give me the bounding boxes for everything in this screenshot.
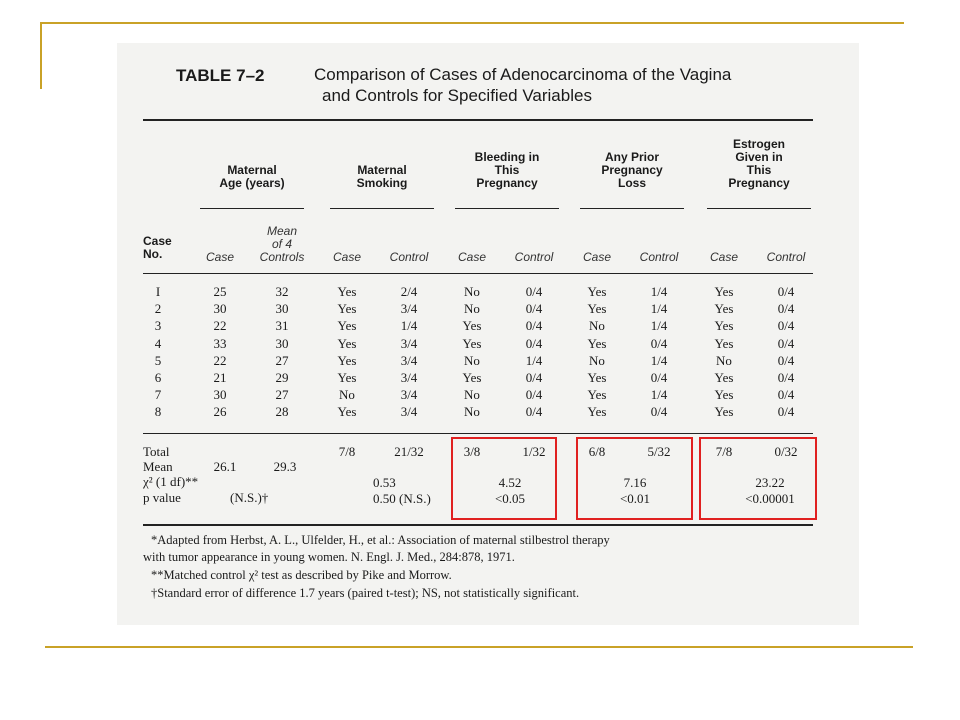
body-bottom-rule (143, 433, 813, 434)
slide-bottom-rule (45, 646, 913, 648)
cell-age-case: 33 (213, 335, 227, 351)
smoking-chi-value: 0.53 (373, 475, 396, 490)
cell-loss-control: 1/4 (650, 387, 668, 403)
cell-case-no: 2 (154, 301, 162, 317)
cell-bleeding-control: 0/4 (525, 370, 543, 385)
cell-age-mean-controls: 31 (275, 318, 289, 334)
cell-smoking-control: 2/4 (400, 284, 418, 299)
smoking-total-case: 7/8 (338, 444, 356, 459)
subheader-mean-controls: Mean of 4 Controls (259, 224, 305, 264)
header-maternal-smoking: Maternal Smoking (356, 163, 408, 190)
cell-estrogen-case: Yes (714, 301, 734, 317)
cell-case-no: I (155, 284, 161, 299)
estrogen-chi-value: 23.22 (755, 475, 785, 490)
cell-case-no: 7 (154, 387, 162, 403)
cell-estrogen-control: 0/4 (777, 404, 795, 420)
cell-estrogen-control: 0/4 (777, 352, 795, 368)
subheader-loss-control: Control (639, 250, 679, 264)
cell-smoking-control: 3/4 (400, 404, 418, 420)
cell-case-no: 6 (154, 370, 162, 385)
cell-bleeding-control: 0/4 (525, 284, 543, 299)
estrogen-total-control: 0/32 (774, 444, 798, 459)
cell-smoking-case: No (339, 387, 355, 403)
cell-bleeding-control: 0/4 (525, 404, 543, 420)
cell-bleeding-case: Yes (462, 370, 482, 385)
cell-loss-control: 1/4 (650, 301, 668, 317)
bleeding-total-case: 3/8 (463, 444, 481, 459)
cell-estrogen-control: 0/4 (777, 370, 795, 385)
cell-bleeding-control: 0/4 (525, 318, 543, 334)
cell-loss-control: 0/4 (650, 370, 668, 385)
cell-estrogen-control: 0/4 (777, 387, 795, 403)
cell-age-case: 25 (213, 284, 227, 299)
footnote-2: with tumor appearance in young women. N. Engl. J. Med., 284:878, 1971. (143, 550, 515, 564)
loss-p-value: <0.01 (619, 491, 651, 506)
mean-label: Mean (143, 459, 173, 474)
total-label: Total (143, 444, 170, 459)
estrogen-underline (707, 208, 811, 209)
cell-age-case: 30 (213, 387, 227, 403)
cell-bleeding-case: No (464, 284, 480, 299)
bleeding-underline (455, 208, 559, 209)
smoking-underline (330, 208, 434, 209)
mean-control-value: 29.3 (273, 459, 297, 474)
loss-total-case: 6/8 (588, 444, 606, 459)
cell-bleeding-case: No (464, 352, 480, 368)
table-end-rule (143, 524, 813, 526)
cell-estrogen-control: 0/4 (777, 318, 795, 334)
top-rule (143, 119, 813, 121)
highlight-bleeding (451, 437, 557, 520)
cell-loss-control: 0/4 (650, 335, 668, 351)
cell-smoking-case: Yes (337, 335, 357, 351)
cell-case-no: 3 (154, 318, 162, 334)
cell-smoking-control: 3/4 (400, 352, 418, 368)
footnote-1: *Adapted from Herbst, A. L., Ulfelder, H., et al.: Association of maternal stilbestrol therapy (151, 533, 610, 547)
cell-estrogen-case: Yes (714, 387, 734, 403)
cell-loss-case: Yes (587, 335, 607, 351)
footnote-4: †Standard error of difference 1.7 years (paired t-test); NS, not statistically significant. (151, 586, 580, 600)
cell-smoking-control: 1/4 (400, 318, 418, 334)
bleeding-total-control: 1/32 (522, 444, 546, 459)
cell-estrogen-case: Yes (714, 284, 734, 299)
cell-loss-control: 1/4 (650, 284, 668, 299)
header-bleeding: Bleeding in This Pregnancy (474, 150, 540, 190)
cell-smoking-control: 3/4 (400, 387, 418, 403)
cell-case-no: 8 (154, 404, 162, 420)
loss-underline (580, 208, 684, 209)
cell-case-no: 4 (154, 335, 162, 351)
cell-estrogen-case: No (716, 352, 732, 368)
smoking-p-value: 0.50 (N.S.) (373, 491, 431, 506)
subheader-smoking-control: Control (389, 250, 429, 264)
cell-smoking-case: Yes (337, 301, 357, 317)
subheader-estrogen-case: Case (709, 250, 738, 264)
cell-smoking-case: Yes (337, 318, 357, 334)
cell-loss-case: Yes (587, 370, 607, 385)
cell-loss-case: No (589, 352, 605, 368)
cell-age-mean-controls: 28 (275, 404, 289, 420)
chi-label: χ² (1 df)** (143, 474, 199, 489)
cell-smoking-case: Yes (337, 284, 357, 299)
cell-smoking-case: Yes (337, 352, 357, 368)
cell-smoking-control: 3/4 (400, 335, 418, 351)
table-title-line1: Comparison of Cases of Adenocarcinoma of the Vagina (314, 65, 732, 84)
cell-loss-control: 1/4 (650, 352, 668, 368)
cell-smoking-case: Yes (337, 370, 357, 385)
cell-loss-control: 0/4 (650, 404, 668, 420)
cell-case-no: 5 (154, 352, 162, 368)
cell-bleeding-control: 0/4 (525, 387, 543, 403)
subheader-bleeding-control: Control (514, 250, 554, 264)
cell-loss-case: Yes (587, 404, 607, 420)
header-maternal-age: Maternal Age (years) (219, 163, 285, 190)
cell-smoking-control: 3/4 (400, 370, 418, 385)
cell-loss-case: No (589, 318, 605, 334)
cell-estrogen-case: Yes (714, 318, 734, 334)
header-case-no: Case No. (143, 234, 172, 261)
table-label: TABLE 7–2 (176, 66, 265, 85)
cell-age-case: 30 (213, 301, 227, 317)
cell-estrogen-case: Yes (714, 404, 734, 420)
age-p-value: (N.S.)† (230, 490, 269, 505)
estrogen-p-value: <0.00001 (745, 491, 795, 506)
highlight-estrogen (699, 437, 817, 520)
cell-estrogen-case: Yes (714, 335, 734, 351)
cell-bleeding-control: 0/4 (525, 301, 543, 317)
header-prior-loss: Any Prior Pregnancy Loss (601, 150, 663, 190)
subheader-loss-case: Case (582, 250, 611, 264)
loss-chi-value: 7.16 (623, 475, 647, 490)
highlight-prior-loss (576, 437, 693, 520)
cell-age-mean-controls: 30 (275, 335, 289, 351)
cell-loss-case: Yes (587, 301, 607, 317)
cell-age-mean-controls: 29 (275, 370, 289, 385)
cell-bleeding-case: No (464, 387, 480, 403)
cell-age-mean-controls: 27 (275, 387, 289, 403)
slide-left-rule (40, 22, 42, 89)
cell-loss-control: 1/4 (650, 318, 668, 334)
loss-total-control: 5/32 (647, 444, 671, 459)
cell-age-case: 22 (213, 352, 227, 368)
cell-bleeding-control: 1/4 (525, 352, 543, 368)
header-estrogen: Estrogen Given in This Pregnancy (728, 137, 790, 190)
cell-age-mean-controls: 27 (275, 352, 289, 368)
cell-estrogen-control: 0/4 (777, 301, 795, 317)
cell-bleeding-control: 0/4 (525, 335, 543, 351)
subheader-estrogen-control: Control (766, 250, 806, 264)
mean-case-value: 26.1 (213, 459, 237, 474)
table-title-line2: and Controls for Specified Variables (322, 86, 592, 105)
smoking-total-control: 21/32 (394, 444, 424, 459)
cell-age-mean-controls: 30 (275, 301, 289, 317)
cell-bleeding-case: Yes (462, 335, 482, 351)
cell-smoking-case: Yes (337, 404, 357, 420)
cell-bleeding-case: No (464, 404, 480, 420)
cell-bleeding-case: Yes (462, 318, 482, 334)
subheader-bleeding-case: Case (457, 250, 486, 264)
cell-estrogen-control: 0/4 (777, 335, 795, 351)
cell-age-case: 21 (213, 370, 227, 385)
cell-estrogen-case: Yes (714, 370, 734, 385)
header-bottom-rule (143, 273, 813, 274)
p-label: p value (143, 490, 181, 505)
estrogen-total-case: 7/8 (715, 444, 733, 459)
age-underline (200, 208, 304, 209)
cell-smoking-control: 3/4 (400, 301, 418, 317)
cell-bleeding-case: No (464, 301, 480, 317)
cell-loss-case: Yes (587, 284, 607, 299)
subheader-smoking-case: Case (332, 250, 361, 264)
bleeding-chi-value: 4.52 (498, 475, 522, 490)
slide-top-rule (40, 22, 904, 24)
bleeding-p-value: <0.05 (494, 491, 526, 506)
cell-age-case: 26 (213, 404, 227, 420)
subheader-age-case: Case (205, 250, 234, 264)
cell-age-case: 22 (213, 318, 227, 334)
cell-loss-case: Yes (587, 387, 607, 403)
cell-age-mean-controls: 32 (275, 284, 289, 299)
footnote-3: **Matched control χ² test as described by Pike and Morrow. (151, 568, 452, 582)
cell-estrogen-control: 0/4 (777, 284, 795, 299)
